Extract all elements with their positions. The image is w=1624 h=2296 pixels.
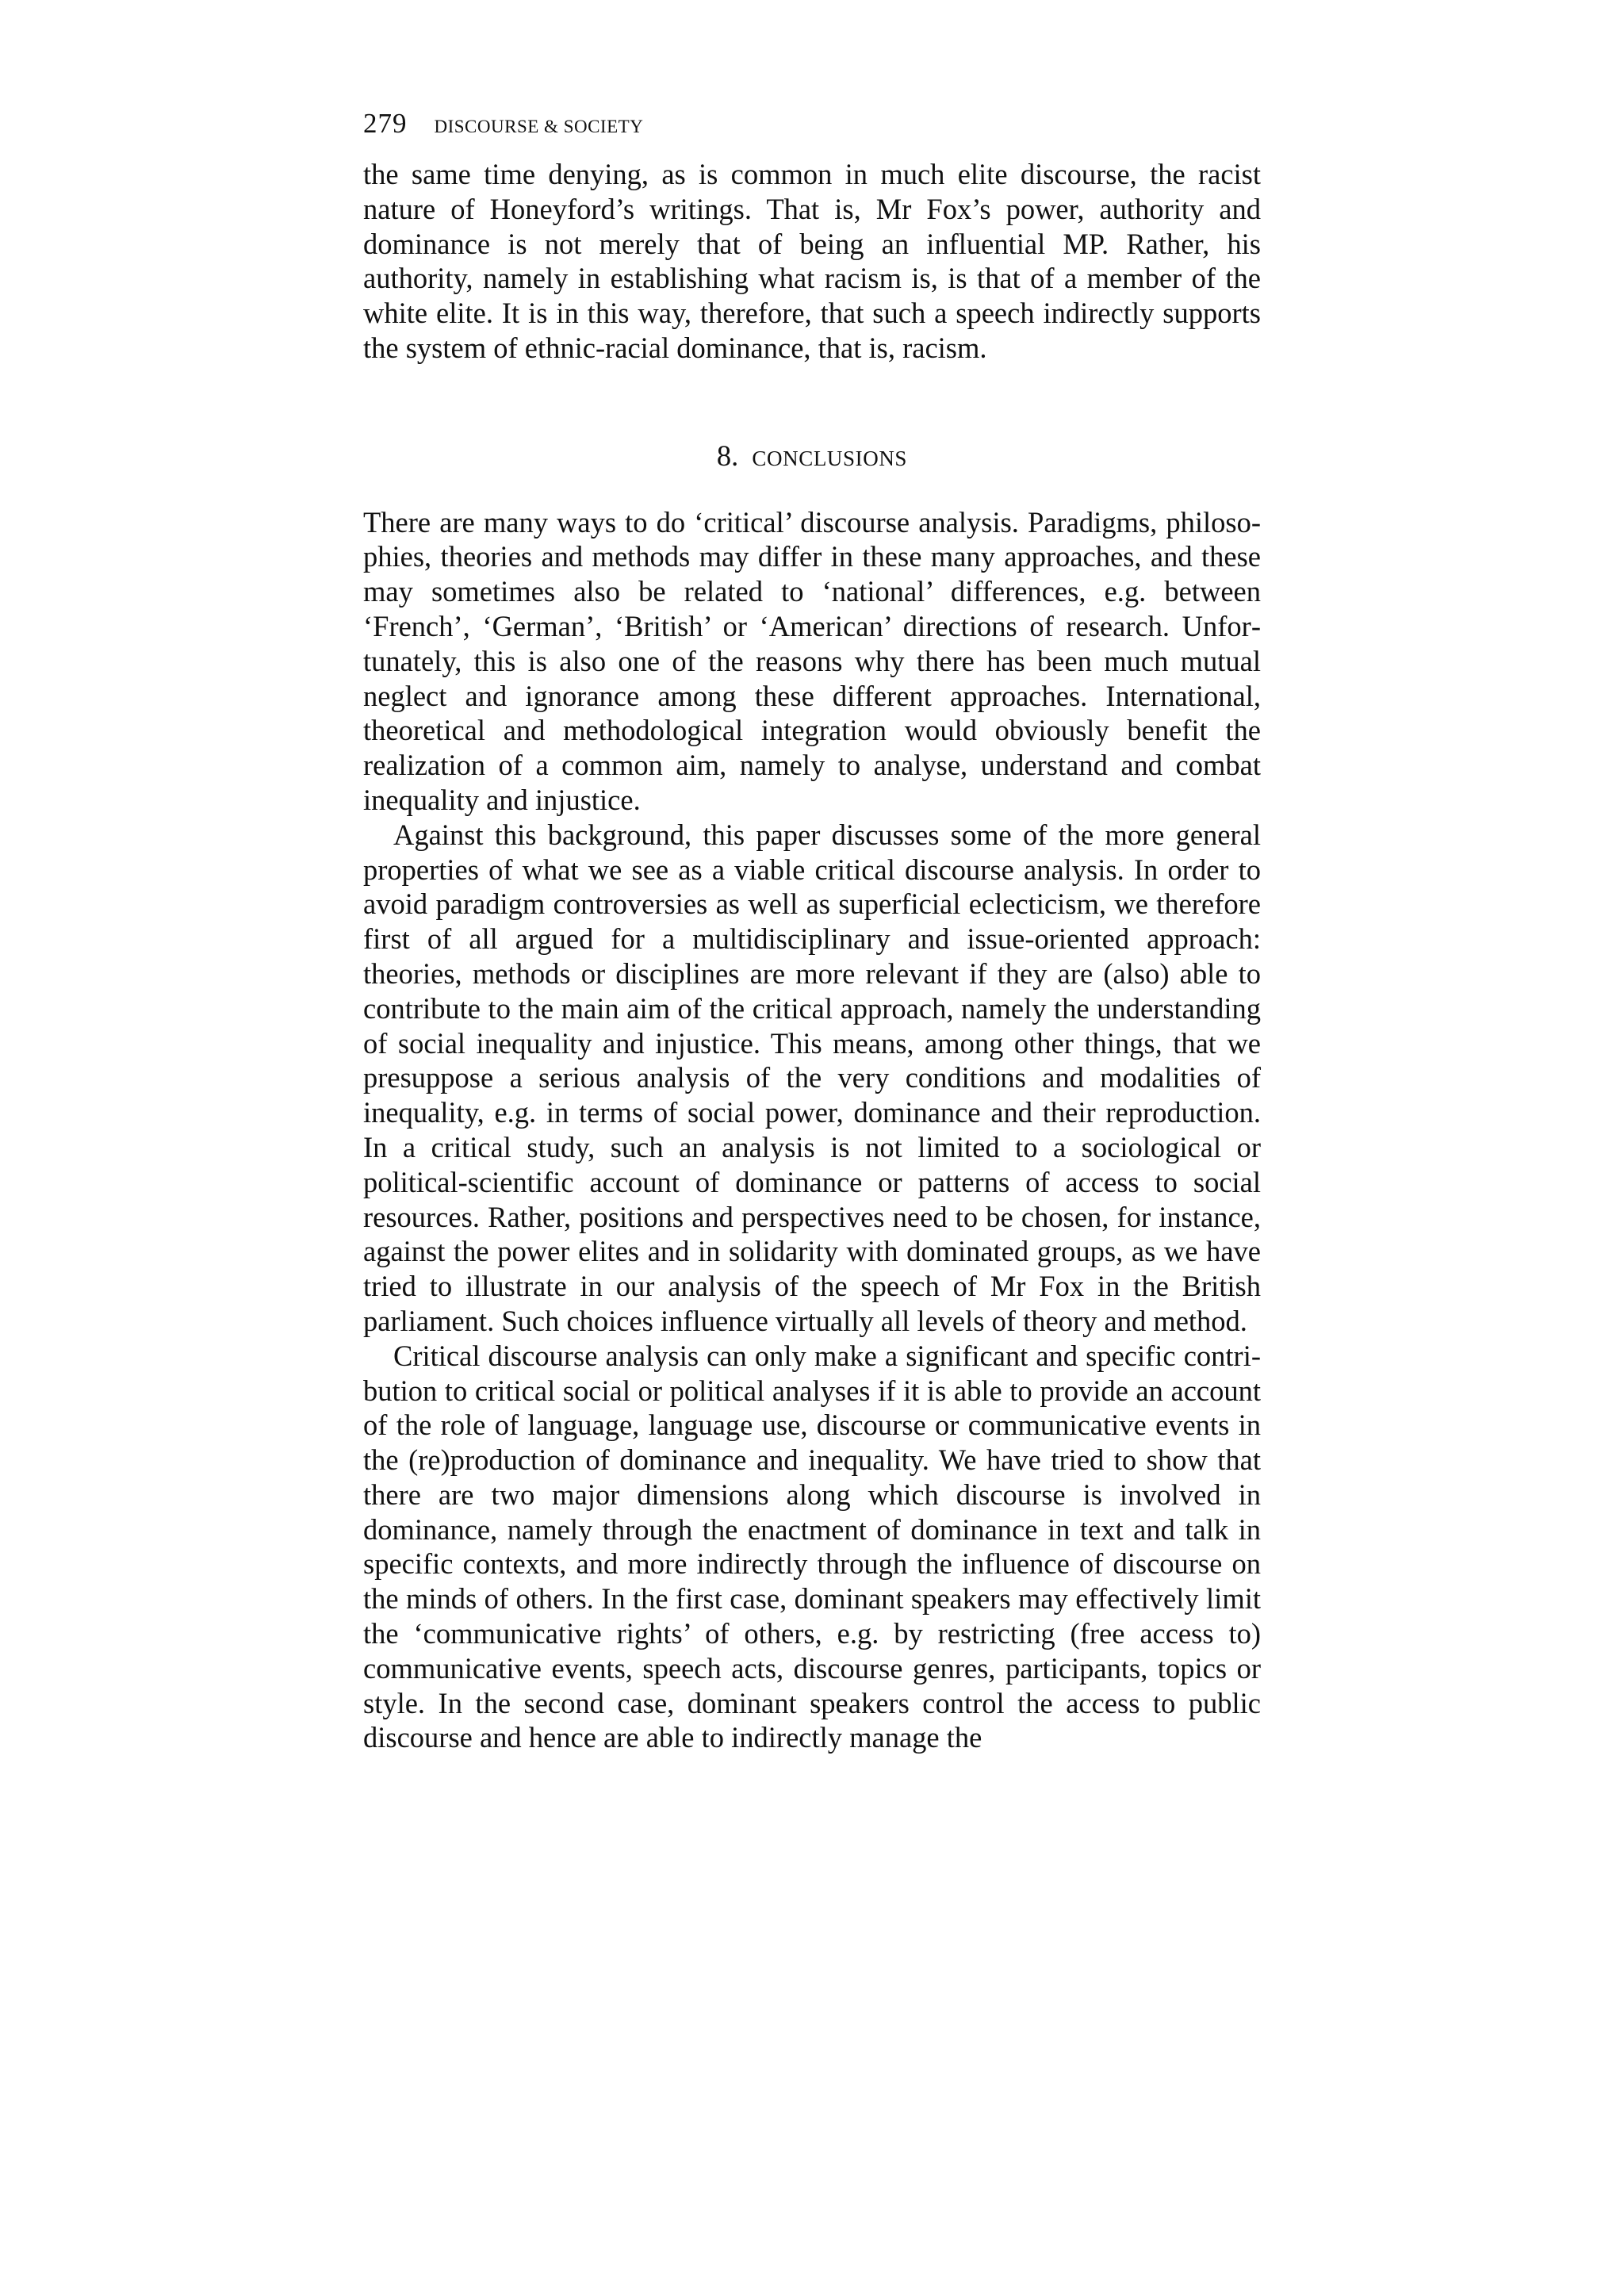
journal-page — [363, 108, 1261, 1755]
conclusions-paragraph-3: Critical discourse analysis can only make a significant and specific contribution to critical social or political analyses if it is able to provide an account of the role of language, language use, discourse or communicative events in the (re)production of dominance and inequality. We have tried to show that there are two major dimensions along which discourse is involved in dominance, namely through the enactment of dominance in text and talk in specific contexts, and more indirectly through the influence of discourse on the minds of others. In the first case, dominant speakers may effectively limit the ‘communicative rights’ of others, e.g. by restricting (free access to) communicative events, speech acts, discourse genres, participants, topics or style. In the second case, dominant speakers control the access to public discourse and hence are able to indirectly manage the — [363, 1339, 1261, 1754]
opening-paragraph: the same time denying, as is common in much elite discourse, the racist nature of Honeyford’s writings. That is, Mr Fox’s power, authority and dominance is not merely that of being an influential MP. Rather, his authority, namely in establishing what racism is, is that of a member of the white elite. It is in this way, therefore, that such a speech indirectly supports the system of ethnic-racial dominance, that is, racism. — [363, 158, 1261, 364]
section-title: CONCLUSIONS — [752, 446, 908, 470]
conclusions-paragraph-1: There are many ways to do ‘critical’ discourse analysis. Paradigms, philosophies, theories and methods may differ in these many approaches, and these may sometimes also be related to ‘national’ differences, e.g. between ‘French’, ‘German’, ‘British’ or ‘American’ directions of research. Unfortunately, this is also one of the reasons why there has been much mutual neglect and ignorance among these different approaches. International, theoretical and methodological integration would obviously benefit the realization of a common aim, namely to analyse, understand and combat inequality and injustice. — [363, 505, 1261, 816]
conclusions-paragraph-2: Against this background, this paper discusses some of the more general properties of what we see as a viable critical discourse analysis. In order to avoid paradigm controversies as well as superficial eclecticism, we therefore first of all argued for a multidisciplinary and issue-oriented approach: theories, methods or disciplines are more relevant if they are (also) able to contribute to the main aim of the critical approach, namely the understanding of social inequality and injustice. This means, among other things, that we presuppose a serious analysis of the very conditions and modalities of inequality, e.g. in terms of social power, dominance and their reproduction. In a critical study, such an analysis is not limited to a sociological or political-scientific account of dominance or patterns of access to social resources. Rather, positions and perspectives need to be chosen, for instance, against the power elites and in solidarity with dominated groups, as we have tried to illustrate in our analysis of the speech of Mr Fox in the British parliament. Such choices influence virtually all levels of theory and method. — [363, 818, 1261, 1337]
journal-name: DISCOURSE & SOCIETY — [434, 117, 644, 136]
section-number: 8. — [716, 439, 739, 472]
section-heading — [363, 439, 1261, 477]
page-number: 279 — [363, 108, 408, 139]
running-head — [363, 108, 1261, 140]
